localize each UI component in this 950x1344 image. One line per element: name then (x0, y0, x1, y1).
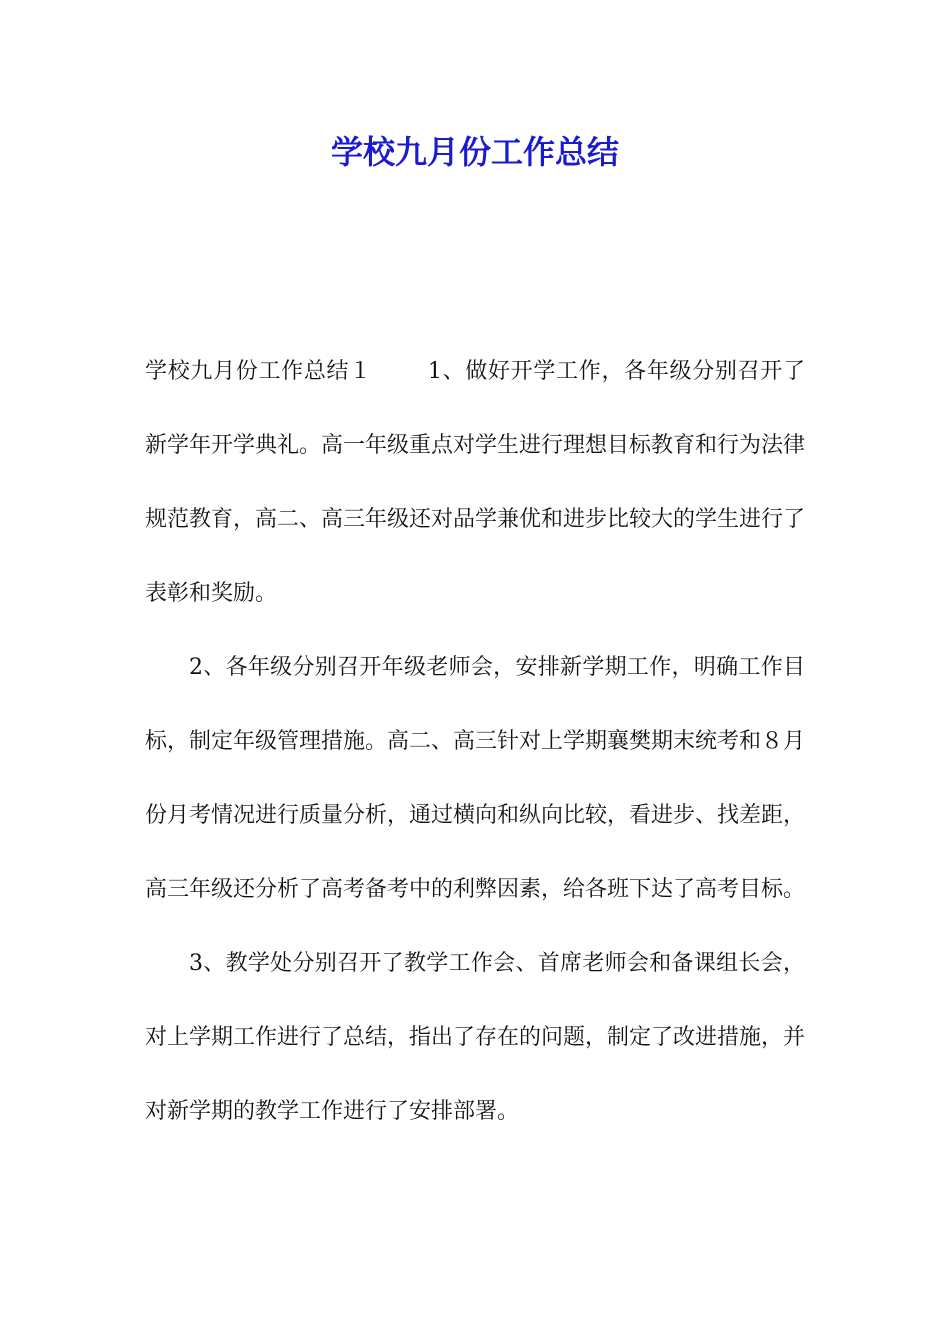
paragraph-1-text: 1、做好开学工作，各年级分别召开了新学年开学典礼。高一年级重点对学生进行理想目标教育和行为法律规范教育，高二、高三年级还对品学兼优和进步比较大的学生进行了表彰和奖励。 (145, 359, 806, 606)
document-body (145, 335, 805, 1149)
intro-heading: 学校九月份工作总结１ (145, 359, 372, 384)
paragraph-1 (145, 335, 805, 631)
document-title: 学校九月份工作总结 (330, 133, 619, 171)
paragraph-3: 3、教学处分别召开了教学工作会、首席老师会和备课组长会，对上学期工作进行了总结，指出了存在的问题，制定了改进措施，并对新学期的教学工作进行了安排部署。 (145, 951, 806, 1124)
paragraph-2: 2、各年级分别召开年级老师会，安排新学期工作，明确工作目标，制定年级管理措施。高二、高三针对上学期襄樊期末统考和８月份月考情况进行质量分析，通过横向和纵向比较，看进步、找差距，高三年级还分析了高考备考中的利弊因素，给各班下达了高考目标。 (145, 655, 806, 902)
